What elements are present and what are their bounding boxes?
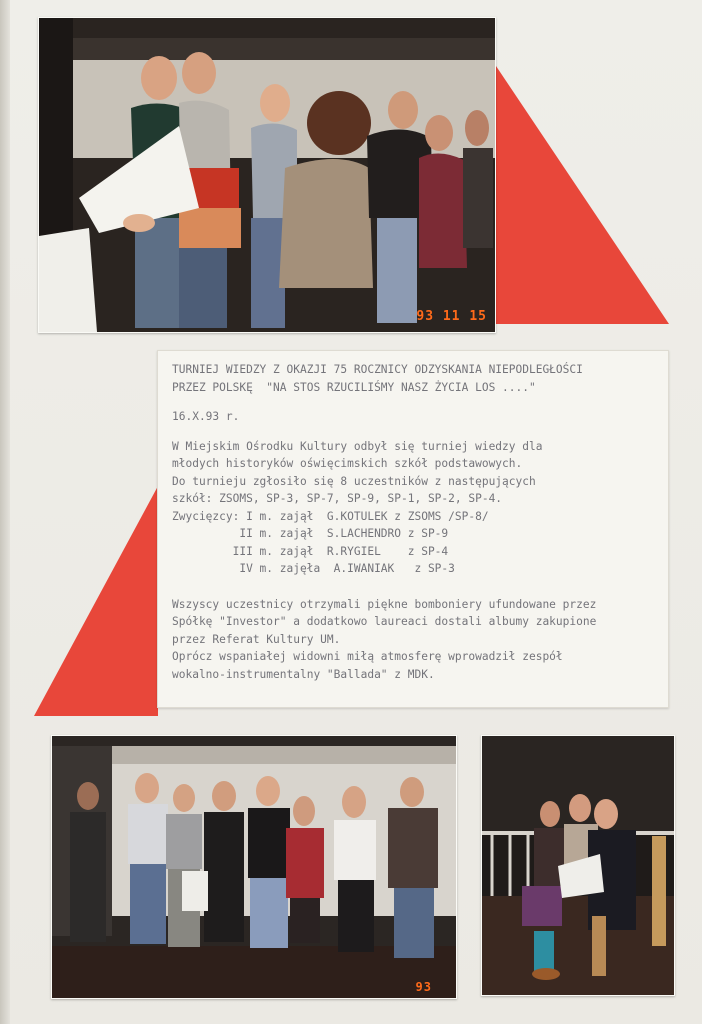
note-heading-line-1: TURNIEJ WIEDZY Z OKAZJI 75 ROCZNICY ODZYSKANIA NIEPODLEGŁOŚCI [172, 363, 583, 376]
note-body-line-3: Do turnieju zgłosiło się 8 uczestników z następujących [172, 474, 536, 488]
typewritten-note [157, 350, 669, 708]
note-closing-line-5: wokalno-instrumentalny "Ballada" z MDK. [172, 667, 435, 681]
note-body-line-2: młodych historyków oświęcimskich szkół podstawowych. [172, 457, 523, 470]
note-body-line-1: W Miejskim Ośrodku Kultury odbył się turniej wiedzy dla [172, 439, 543, 453]
photo-participants-group [51, 735, 457, 999]
note-winners-line-2: II m. zajął S.LACHENDRO z SP-9 [172, 527, 449, 540]
note-winners-line-3: III m. zajął R.RYGIEL z SP-4 [172, 544, 449, 558]
note-closing-line-3: przez Referat Kultury UM. [172, 632, 341, 646]
note-winners-line-4: IV m. zajęła A.IWANIAK z SP-3 [172, 562, 455, 575]
photo-audience [481, 735, 675, 996]
note-closing-line-2: Spółkę "Investor" a dodatkowo laureaci dostali albumy zakupione [172, 615, 597, 628]
note-body-line-4: szkół: ZSOMS, SP-3, SP-7, SP-9, SP-1, SP-2, SP-4. [172, 492, 503, 505]
photo-award-ceremony [38, 17, 496, 333]
red-triangle-left [34, 486, 160, 718]
page-binding-edge [0, 0, 10, 1024]
note-date: 16.X.93 r. [172, 410, 240, 423]
photo-date-stamp: 93 11 15 [416, 309, 487, 324]
note-winners-line-1: Zwycięzcy: I m. zajął G.KOTULEK z ZSOMS /SP-8/ [172, 509, 489, 523]
photo-date-stamp-bottom: 93 [415, 980, 432, 994]
note-closing-line-1: Wszyscy uczestnicy otrzymali piękne bomboniery ufundowane przez [172, 597, 597, 611]
note-heading-line-2: PRZEZ POLSKĘ "NA STOS RZUCILIŚMY NASZ ŻYCIA LOS ...." [172, 380, 536, 394]
note-closing-line-4: Oprócz wspaniałej widowni miłą atmosferę wprowadził zespół [172, 650, 563, 663]
red-triangle-top-right [495, 66, 671, 326]
